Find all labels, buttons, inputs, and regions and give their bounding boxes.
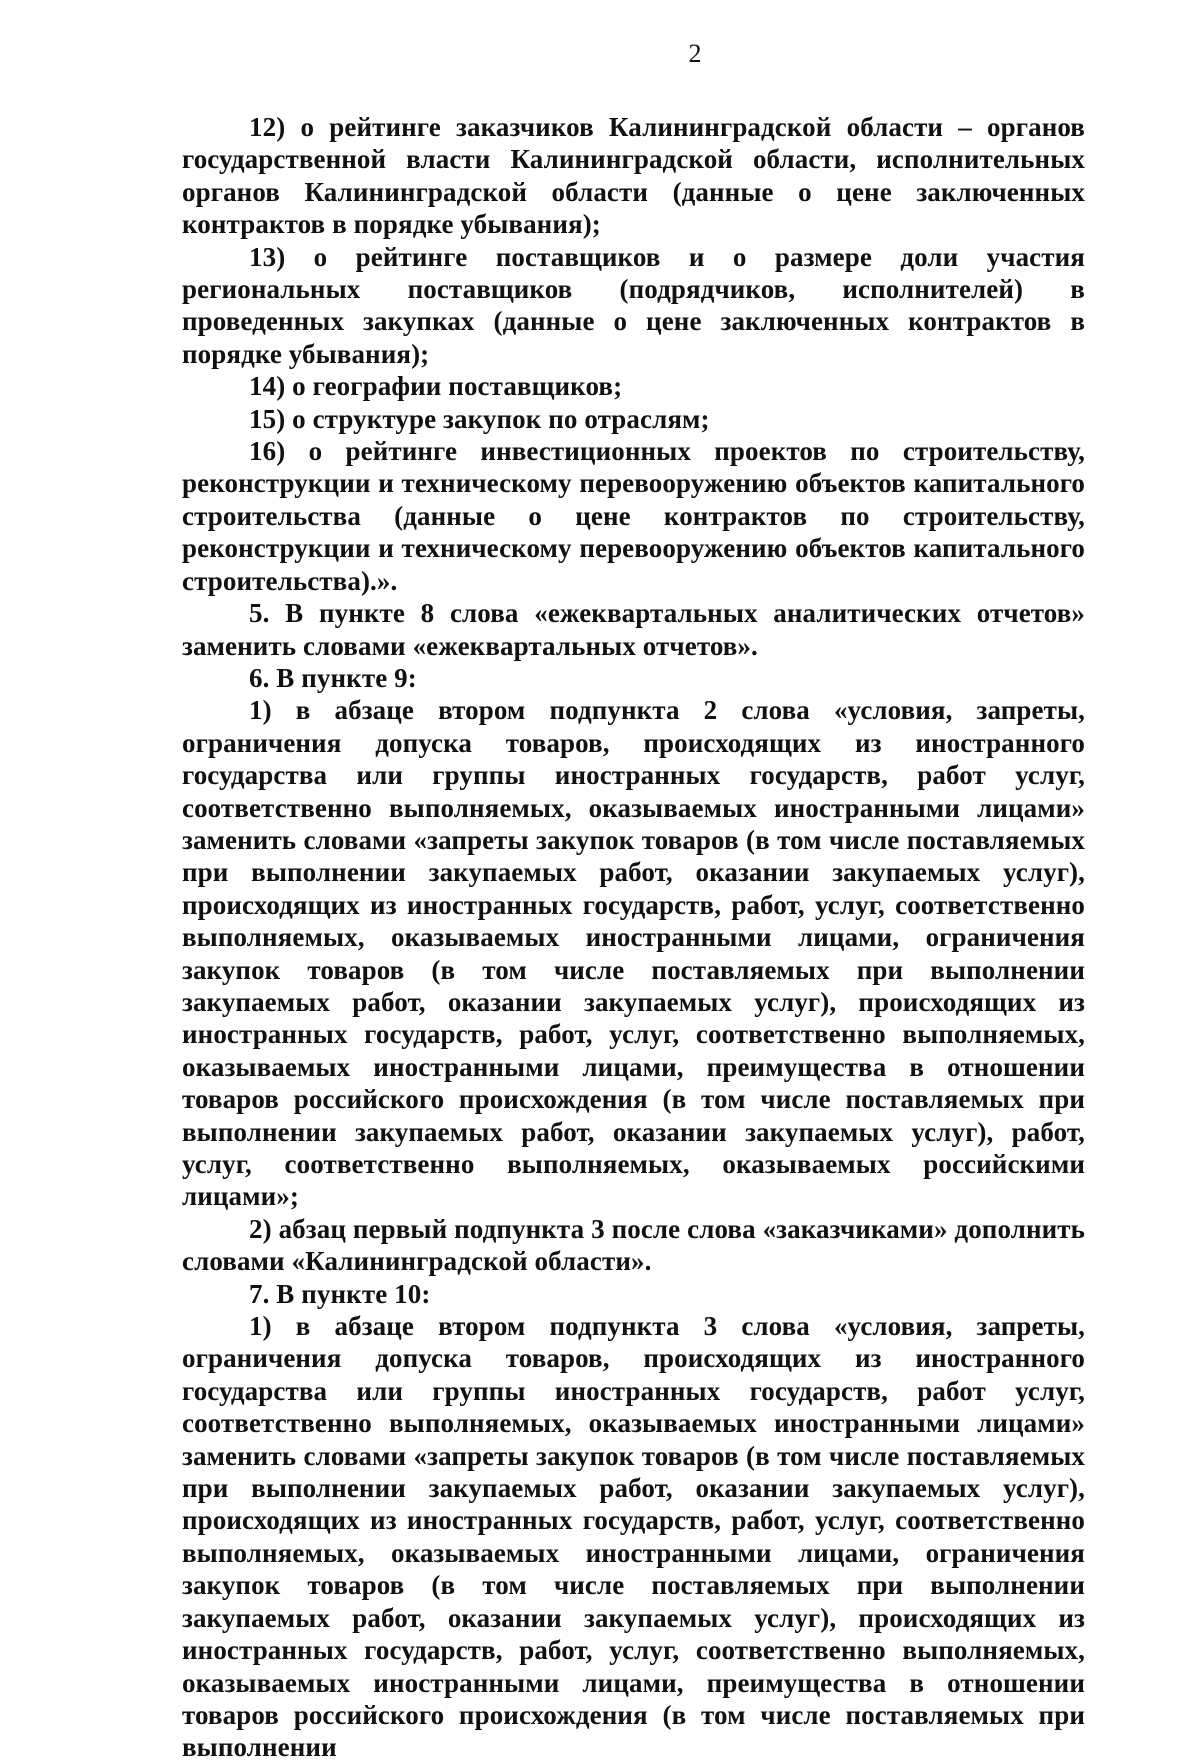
page-number: 2 (688, 39, 702, 68)
paragraph-item-15: 15) о структуре закупок по отраслям; (249, 403, 710, 434)
paragraph-point-6-sub-1: 1) в абзаце втором подпункта 2 слова «условия, запреты, ограничения допуска товаров, происходящих из иностранного государства или группы иностранных государств, работ услуг, соответственно выполняемых, оказываемых иностранными лицами» заменить словами «запреты закупок товаров (в том числе поставляемых при выполнении закупаемых работ, оказании закупаемых услуг), происходящих из иностранных государств, работ, услуг, соответственно выполняемых, оказываемых иностранными лицами, ограничения закупок товаров (в том числе поставляемых при выполнении закупаемых работ, оказании закупаемых услуг), происходящих из иностранных государств, работ, услуг, соответственно выполняемых, оказываемых иностранными лицами, преимущества в отношении товаров российского происхождения (в том числе поставляемых при выполнении закупаемых работ, оказании закупаемых услуг), работ, услуг, соответственно выполняемых, оказываемых российскими лицами»; (182, 695, 1085, 1212)
paragraph-point-5: 5. В пункте 8 слова «ежеквартальных аналитических отчетов» заменить словами «ежеквартальных отчетов». (182, 598, 1085, 661)
paragraph-point-7-heading: 7. В пункте 10: (249, 1278, 431, 1309)
document-body (182, 111, 1085, 1764)
paragraph-point-7-sub-1: 1) в абзаце втором подпункта 3 слова «условия, запреты, ограничения допуска товаров, происходящих из иностранного государства или группы иностранных государств, работ услуг, соответственно выполняемых, оказываемых иностранными лицами» заменить словами «запреты закупок товаров (в том числе поставляемых при выполнении закупаемых работ, оказании закупаемых услуг), происходящих из иностранных государств, работ, услуг, соответственно выполняемых, оказываемых иностранными лицами, ограничения закупок товаров (в том числе поставляемых при выполнении закупаемых работ, оказании закупаемых услуг), происходящих из иностранных государств, работ, услуг, соответственно выполняемых, оказываемых иностранными лицами, преимущества в отношении товаров российского происхождения (в том числе поставляемых при выполнении (182, 1311, 1085, 1763)
paragraph-point-6-heading: 6. В пункте 9: (249, 662, 417, 693)
paragraph-item-12: 12) о рейтинге заказчиков Калининградской области – органов государственной власти Калининградской области, исполнительных органов Калининградской области (данные о цене заключенных контрактов в порядке убывания); (182, 112, 1085, 240)
paragraph-item-16: 16) о рейтинге инвестиционных проектов по строительству, реконструкции и техническому перевооружению объектов капитального строительства (данные о цене контрактов по строительству, реконструкции и техническому перевооружению объектов капитального строительства).». (182, 436, 1085, 596)
paragraph-item-14: 14) о географии поставщиков; (249, 371, 623, 402)
paragraph-item-13: 13) о рейтинге поставщиков и о размере доли участия региональных поставщиков (подрядчиков, исполнителей) в проведенных закупках (данные о цене заключенных контрактов в порядке убывания); (182, 241, 1085, 369)
paragraph-point-6-sub-2: 2) абзац первый подпункта 3 после слова «заказчиками» дополнить словами «Калининградской области». (182, 1213, 1085, 1277)
